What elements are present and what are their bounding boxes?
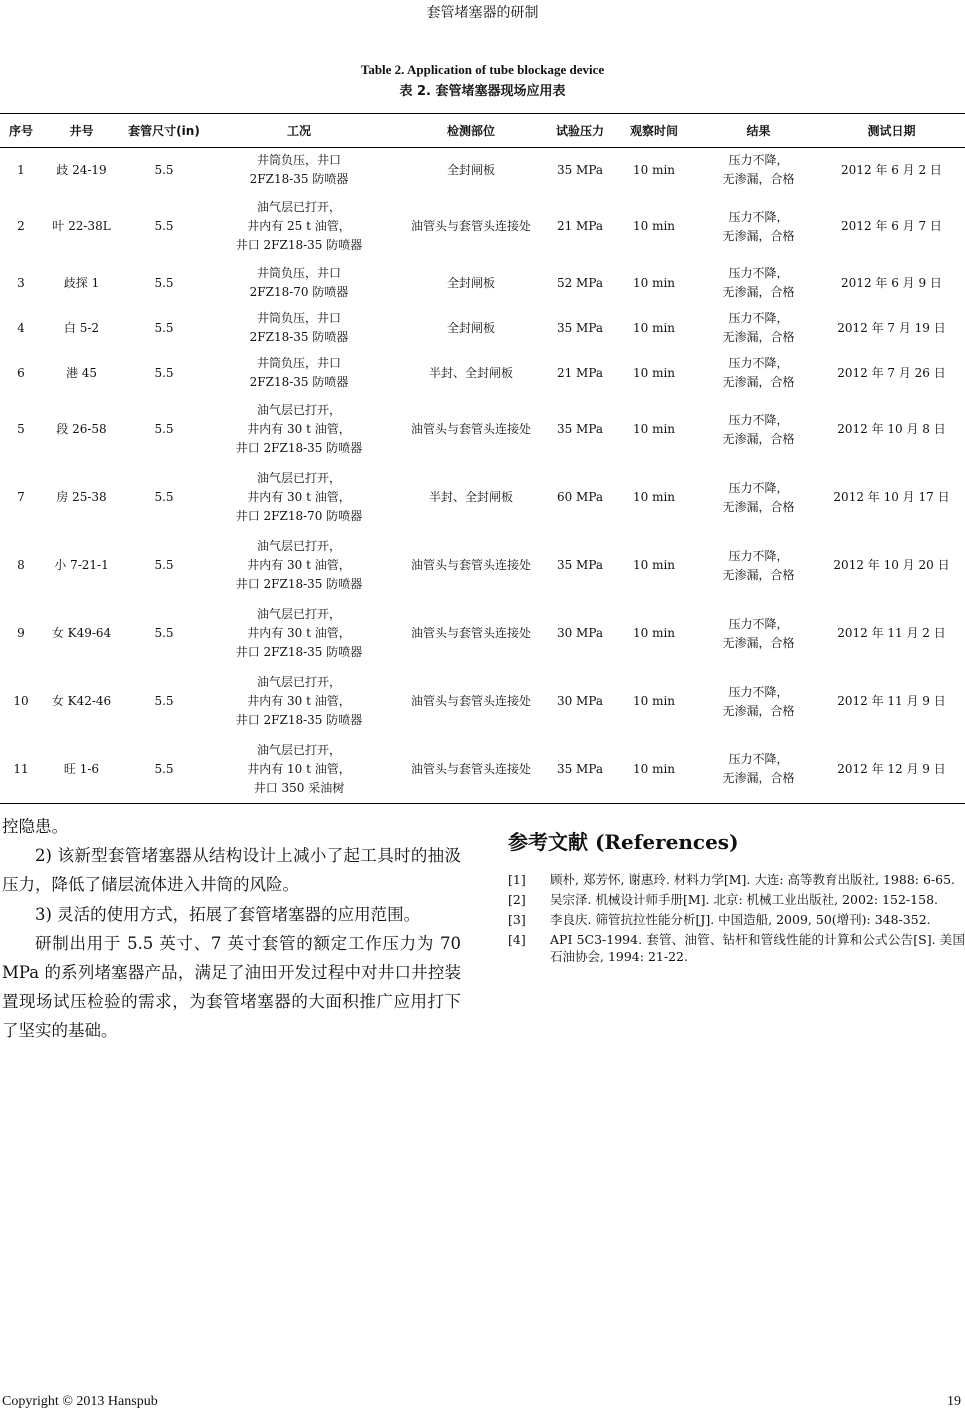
table-cell: [551, 148, 609, 193]
cell-line: 港 45: [65, 365, 98, 380]
cell-line: 5.5: [154, 761, 174, 776]
cell-line: 5.5: [154, 694, 174, 708]
cell-line: 井内有 25 t 油管，: [247, 219, 351, 233]
table-caption-zh: 表 2. 套管堵塞器现场应用表: [399, 84, 566, 99]
cell-line: 压力不降，: [728, 752, 789, 767]
cell-line: 5.5: [154, 219, 174, 233]
cell-line: 井口 350 采油树: [253, 780, 345, 795]
table-cell: [609, 668, 699, 736]
cell-line: 井内有 30 t 油管，: [247, 558, 351, 572]
header-cell: 结果: [699, 114, 818, 148]
reference-text: 顾朴, 郑芳怀, 谢惠玲. 材料力学[M]. 大连: 高等教育出版社, 1988: 6-65.: [550, 872, 956, 887]
cell-line: 9: [17, 626, 25, 640]
cell-line: 井筒负压，井口: [256, 153, 341, 168]
table-cell: [609, 532, 699, 600]
cell-line: 10 min: [632, 162, 676, 177]
cell-line: 10 min: [632, 365, 676, 380]
cell-line: 10: [13, 694, 29, 708]
cell-line: 10 min: [632, 320, 676, 335]
cell-line: 半封、全封闸板: [428, 490, 513, 504]
table-cell: [121, 306, 207, 351]
table-cell: [42, 464, 121, 532]
reference-number: [3]: [508, 912, 526, 927]
table-cell: [609, 600, 699, 668]
table-cell: [0, 532, 42, 600]
cell-line: 无渗漏，合格: [722, 771, 795, 786]
cell-line: 半封、全封闸板: [428, 365, 513, 380]
cell-line: 2012 年 10 月 17 日: [833, 490, 950, 504]
table-row: [0, 668, 965, 736]
page-number: 19: [947, 1394, 961, 1409]
body-paragraph: 控隐患。: [2, 817, 68, 836]
body-paragraph: 2) 该新型套管堵塞器从结构设计上减小了起工具时的抽汲压力，降低了储层流体进入井筒的风险。: [2, 846, 461, 895]
cell-line: 7: [17, 490, 25, 504]
cell-line: 4: [17, 320, 25, 335]
reference-text: 李良庆. 筛管抗拉性能分析[J]. 中国造船, 2009, 50(增刊): 348-352.: [550, 912, 931, 927]
cell-line: 井口 2FZ18-35 防喷器: [235, 577, 363, 591]
table-cell: [818, 532, 965, 600]
cell-line: 压力不降，: [728, 311, 789, 325]
table-cell: [207, 532, 391, 600]
table-cell: [121, 736, 207, 804]
table-row: [0, 193, 965, 261]
table-header-row: [0, 114, 965, 148]
table-cell: [207, 668, 391, 736]
cell-line: 10 min: [632, 626, 676, 640]
references-heading: [508, 826, 965, 855]
table-cell: [121, 351, 207, 396]
header-cell: 观察时间: [609, 114, 699, 148]
header-cell: 检测部位: [391, 114, 551, 148]
cell-line: 35 MPa: [556, 162, 604, 177]
table-cell: [0, 148, 42, 193]
table-cell: [121, 193, 207, 261]
cell-line: 油气层已打开，: [256, 539, 341, 553]
cell-line: 5.5: [154, 162, 174, 177]
cell-line: 10 min: [632, 490, 676, 504]
reference-text: API 5C3-1994. 套管、油管、钻杆和管线性能的计算和公式公告[S]. 美国石油协会, 1994: 21-22.: [550, 932, 965, 964]
reference-item: [508, 931, 965, 965]
cell-line: 房 25-38: [56, 490, 107, 504]
table-cell: [818, 464, 965, 532]
cell-line: 井口 2FZ18-70 防喷器: [235, 509, 363, 523]
cell-line: 10 min: [632, 761, 676, 776]
table-row: [0, 306, 965, 351]
table-cell: [391, 736, 551, 804]
table-cell: [42, 532, 121, 600]
body-text: [2, 812, 461, 1046]
cell-line: 歧探 1: [63, 275, 100, 290]
header-cell: 井号: [42, 114, 121, 148]
table-cell: [391, 351, 551, 396]
cell-line: 无渗漏，合格: [722, 375, 795, 389]
cell-line: 无渗漏，合格: [722, 567, 795, 582]
cell-line: 5.5: [154, 490, 174, 504]
table-cell: [42, 600, 121, 668]
table-cell: [0, 600, 42, 668]
table-cell: [121, 668, 207, 736]
table-row: [0, 351, 965, 396]
cell-line: 1: [17, 162, 25, 177]
table-cell: [391, 532, 551, 600]
reference-item: [508, 911, 965, 928]
cell-line: 油气层已打开，: [256, 200, 341, 214]
table-cell: [121, 600, 207, 668]
cell-line: 8: [17, 558, 25, 572]
cell-line: 无渗漏，合格: [722, 285, 795, 299]
table-cell: [0, 351, 42, 396]
table-cell: [207, 396, 391, 464]
table-cell: [42, 736, 121, 804]
cell-line: 2012 年 10 月 20 日: [833, 558, 950, 572]
cell-line: 井内有 30 t 油管，: [247, 694, 351, 708]
cell-line: 小 7-21-1: [54, 558, 109, 572]
cell-line: 白 5-2: [63, 320, 100, 335]
cell-line: 2012 年 12 月 9 日: [837, 761, 946, 776]
table-cell: [818, 396, 965, 464]
cell-line: 井内有 30 t 油管，: [247, 422, 351, 436]
cell-line: 压力不降，: [728, 356, 789, 370]
table-cell: [818, 193, 965, 261]
cell-line: 52 MPa: [556, 275, 604, 290]
body-paragraph: 3) 灵活的使用方式，拓展了套管堵塞器的应用范围。: [35, 904, 421, 924]
cell-line: 10 min: [632, 422, 676, 436]
cell-line: 油管头与套管头连接处: [410, 761, 531, 776]
cell-line: 2: [17, 219, 25, 233]
cell-line: 油管头与套管头连接处: [410, 219, 531, 233]
cell-line: 井口 2FZ18-35 防喷器: [235, 238, 363, 252]
cell-line: 段 26-58: [56, 422, 107, 436]
cell-line: 2012 年 11 月 2 日: [837, 626, 946, 640]
cell-line: 全封闸板: [446, 162, 495, 177]
cell-line: 5.5: [154, 422, 174, 436]
cell-line: 油气层已打开，: [256, 607, 341, 621]
cell-line: 井内有 30 t 油管，: [247, 626, 351, 640]
reference-item: [508, 891, 965, 908]
copyright-footer: Copyright © 2013 Hanspub: [2, 1394, 158, 1409]
table-row: [0, 532, 965, 600]
running-header: 套管堵塞器的研制: [426, 5, 539, 21]
reference-number: [4]: [508, 932, 526, 947]
cell-line: 6: [17, 365, 25, 380]
table-cell: [818, 736, 965, 804]
cell-line: 2012 年 6 月 2 日: [841, 162, 942, 177]
cell-line: 5.5: [154, 626, 174, 640]
header-cell: 套管尺寸(in): [121, 114, 207, 148]
references-title-zh: 参考文献: [508, 830, 588, 854]
table-cell: [551, 261, 609, 306]
table-cell: [551, 464, 609, 532]
table-cell: [609, 261, 699, 306]
table-cell: [699, 736, 818, 804]
table-cell: [609, 464, 699, 532]
table-cell: [391, 600, 551, 668]
table-cell: [0, 464, 42, 532]
table-cell: [207, 306, 391, 351]
table-cell: [551, 600, 609, 668]
table-cell: [699, 532, 818, 600]
cell-line: 2FZ18-35 防喷器: [249, 375, 349, 389]
table-cell: [609, 396, 699, 464]
cell-line: 5.5: [154, 558, 174, 572]
table-cell: [42, 306, 121, 351]
cell-line: 21 MPa: [556, 219, 604, 233]
table-cell: [42, 148, 121, 193]
table-cell: [0, 736, 42, 804]
table-cell: [121, 532, 207, 600]
cell-line: 井内有 10 t 油管，: [247, 761, 351, 776]
table-row: [0, 396, 965, 464]
cell-line: 10 min: [632, 219, 676, 233]
cell-line: 女 K42-46: [51, 694, 112, 708]
table-cell: [551, 351, 609, 396]
table-cell: [699, 148, 818, 193]
table-cell: [391, 396, 551, 464]
table-cell: [207, 193, 391, 261]
table-cell: [551, 668, 609, 736]
table-cell: [207, 148, 391, 193]
references-section: [508, 826, 965, 968]
cell-line: 女 K49-64: [51, 626, 112, 640]
table-cell: [207, 600, 391, 668]
table-cell: [42, 351, 121, 396]
references-title-en: (References): [594, 830, 739, 854]
table-cell: [391, 193, 551, 261]
table-row: [0, 736, 965, 804]
table-cell: [42, 396, 121, 464]
table-cell: [0, 396, 42, 464]
cell-line: 全封闸板: [446, 275, 495, 290]
cell-line: 2012 年 7 月 19 日: [837, 320, 946, 335]
table-cell: [0, 668, 42, 736]
table-cell: [699, 351, 818, 396]
cell-line: 油气层已打开，: [256, 675, 341, 689]
table-cell: [699, 193, 818, 261]
table-cell: [551, 736, 609, 804]
cell-line: 井口 2FZ18-35 防喷器: [235, 645, 363, 659]
cell-line: 油气层已打开，: [256, 471, 341, 485]
cell-line: 无渗漏，合格: [722, 228, 795, 243]
cell-line: 35 MPa: [556, 422, 604, 436]
header-cell: 试验压力: [551, 114, 609, 148]
cell-line: 全封闸板: [446, 320, 495, 335]
cell-line: 35 MPa: [556, 558, 604, 572]
table-cell: [121, 261, 207, 306]
body-paragraph: 研制出用于 5.5 英寸、7 英寸套管的额定工作压力为 70 MPa 的系列堵塞器产品，满足了油田开发过程中对井口井控装置现场试压检验的需求，为套管堵塞器的大面积推广应用打下了坚实的基础。: [2, 933, 461, 1041]
table-cell: [391, 148, 551, 193]
table-cell: [207, 736, 391, 804]
cell-line: 2012 年 11 月 9 日: [837, 694, 946, 708]
table-row: [0, 148, 965, 193]
cell-line: 油管头与套管头连接处: [410, 626, 531, 640]
cell-line: 无渗漏，合格: [722, 635, 795, 650]
reference-number: [1]: [508, 872, 526, 887]
cell-line: 压力不降，: [728, 412, 789, 427]
cell-line: 5.5: [154, 365, 174, 380]
cell-line: 井口 2FZ18-35 防喷器: [235, 713, 363, 727]
cell-line: 无渗漏，合格: [722, 431, 795, 446]
table-cell: [699, 668, 818, 736]
cell-line: 无渗漏，合格: [722, 330, 795, 344]
table-cell: [699, 261, 818, 306]
cell-line: 油气层已打开，: [256, 742, 341, 757]
table-cell: [699, 306, 818, 351]
table-cell: [207, 261, 391, 306]
table-cell: [207, 464, 391, 532]
cell-line: 歧 24-19: [56, 162, 107, 177]
cell-line: 油管头与套管头连接处: [410, 558, 531, 572]
table-row: [0, 464, 965, 532]
table-cell: [609, 736, 699, 804]
table-cell: [818, 306, 965, 351]
cell-line: 3: [17, 275, 25, 290]
reference-item: [508, 871, 965, 888]
header-cell: 测试日期: [818, 114, 965, 148]
cell-line: 2012 年 10 月 8 日: [837, 422, 946, 436]
cell-line: 无渗漏，合格: [722, 172, 795, 187]
table-row: [0, 261, 965, 306]
table-cell: [551, 306, 609, 351]
cell-line: 30 MPa: [556, 626, 604, 640]
cell-line: 2FZ18-35 防喷器: [249, 172, 349, 187]
cell-line: 10 min: [632, 558, 676, 572]
table-cell: [699, 600, 818, 668]
table-cell: [121, 464, 207, 532]
reference-number: [2]: [508, 892, 526, 907]
cell-line: 2012 年 6 月 7 日: [841, 219, 942, 233]
cell-line: 井筒负压，井口: [256, 356, 341, 370]
cell-line: 2012 年 6 月 9 日: [841, 275, 942, 290]
table-cell: [818, 148, 965, 193]
table-cell: [42, 668, 121, 736]
table-cell: [391, 668, 551, 736]
cell-line: 压力不降，: [728, 266, 789, 280]
cell-line: 油气层已打开，: [256, 403, 341, 417]
cell-line: 5.5: [154, 320, 174, 335]
cell-line: 井内有 30 t 油管，: [247, 490, 351, 504]
table-cell: [121, 148, 207, 193]
table-caption-en: Table 2. Application of tube blockage device: [360, 62, 605, 77]
table-cell: [551, 193, 609, 261]
cell-line: 30 MPa: [556, 694, 604, 708]
cell-line: 11: [13, 761, 29, 776]
table-cell: [42, 261, 121, 306]
cell-line: 21 MPa: [556, 365, 604, 380]
table-cell: [121, 396, 207, 464]
cell-line: 叶 22-38L: [52, 219, 111, 233]
cell-line: 2FZ18-35 防喷器: [249, 330, 349, 344]
cell-line: 油管头与套管头连接处: [410, 422, 531, 436]
cell-line: 压力不降，: [728, 209, 789, 224]
cell-line: 压力不降，: [728, 616, 789, 631]
cell-line: 旺 1-6: [63, 761, 100, 776]
cell-line: 5: [17, 422, 25, 436]
table-cell: [818, 351, 965, 396]
table-cell: [42, 193, 121, 261]
table-cell: [609, 148, 699, 193]
table-cell: [0, 193, 42, 261]
cell-line: 无渗漏，合格: [722, 499, 795, 514]
table-row: [0, 600, 965, 668]
table-cell: [609, 306, 699, 351]
table-cell: [207, 351, 391, 396]
table-cell: [391, 464, 551, 532]
table-cell: [391, 261, 551, 306]
table-cell: [609, 193, 699, 261]
table-cell: [818, 600, 965, 668]
table-cell: [699, 464, 818, 532]
table-cell: [0, 261, 42, 306]
cell-line: 2012 年 7 月 26 日: [837, 365, 946, 380]
cell-line: 5.5: [154, 275, 174, 290]
cell-line: 压力不降，: [728, 153, 789, 168]
cell-line: 无渗漏，合格: [722, 703, 795, 718]
table-cell: [551, 396, 609, 464]
cell-line: 油管头与套管头连接处: [410, 694, 531, 708]
table-cell: [551, 532, 609, 600]
reference-text: 吴宗泽. 机械设计师手册[M]. 北京: 机械工业出版社, 2002: 152-158.: [550, 892, 938, 907]
cell-line: 2FZ18-70 防喷器: [249, 285, 349, 299]
table-cell: [818, 261, 965, 306]
table-cell: [699, 396, 818, 464]
cell-line: 井筒负压，井口: [256, 311, 341, 325]
cell-line: 压力不降，: [728, 548, 789, 563]
cell-line: 35 MPa: [556, 761, 604, 776]
table-cell: [391, 306, 551, 351]
table-cell: [0, 306, 42, 351]
header-cell: 序号: [0, 114, 42, 148]
cell-line: 压力不降，: [728, 480, 789, 495]
cell-line: 井筒负压，井口: [256, 266, 341, 280]
cell-line: 压力不降，: [728, 684, 789, 699]
cell-line: 35 MPa: [556, 320, 604, 335]
table-cell: [818, 668, 965, 736]
cell-line: 60 MPa: [556, 490, 604, 504]
table-cell: [609, 351, 699, 396]
header-cell: 工况: [207, 114, 391, 148]
application-table: [0, 113, 965, 804]
cell-line: 井口 2FZ18-35 防喷器: [235, 441, 363, 455]
cell-line: 10 min: [632, 694, 676, 708]
cell-line: 10 min: [632, 275, 676, 290]
